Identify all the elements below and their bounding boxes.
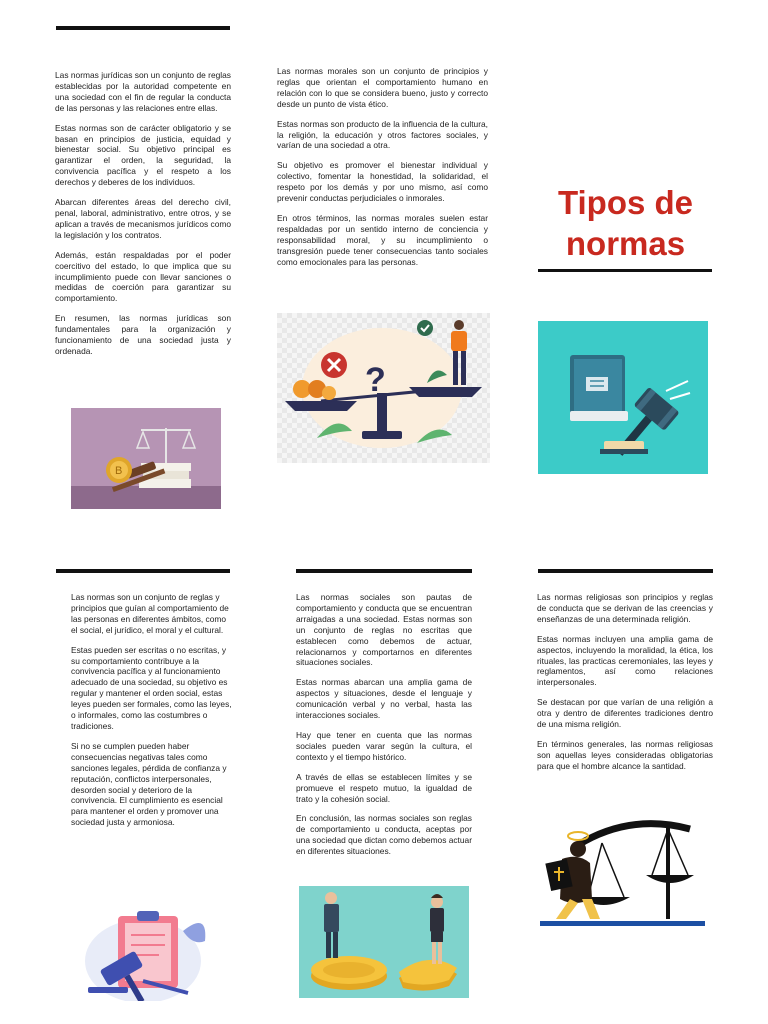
- paragraph: Las normas sociales son pautas de comportamiento y conducta que se encuentran arraigadas a una sociedad. Estas normas son un conjunto de reglas no escritas que establecen como debemos de actuar, relacionarnos y comportarnos en diferentes situaciones sociales.: [296, 592, 472, 668]
- divider-bottom-left: [56, 569, 230, 573]
- panel-morales: [277, 66, 488, 277]
- paragraph: En resumen, las normas jurídicas son fundamentales para la organización y funcionamiento de una sociedad justa y ordenada.: [55, 313, 231, 356]
- paragraph: Las normas morales son un conjunto de principios y reglas que orientan el comportamiento humano en relación con lo que se considera bueno, justo y correcto desde un punto de vista ético.: [277, 66, 488, 109]
- paragraph: Se destacan por que varían de una religión a otra y dentro de diferentes tradiciones dentro de una misma religión.: [537, 697, 713, 730]
- paragraph: Abarcan diferentes áreas del derecho civil, penal, laboral, administrativo, entre otros, y se aplican a través de mecanismos jurídicos como la legislación y los contratos.: [55, 197, 231, 240]
- law-book-gavel-illustration: [538, 321, 708, 474]
- paragraph: Hay que tener en cuenta que las normas sociales pueden varar según la cultura, el contexto y el tiempo histórico.: [296, 729, 472, 762]
- paragraph: En términos generales, las normas religiosas son aquellas leyes consideradas obligatorias para que el hombre alcance la santidad.: [537, 738, 713, 771]
- paragraph: En otros términos, las normas morales suelen estar respaldadas por un sentido interno de conciencia y responsabilidad moral, y su incumplimiento o transgresión puede tener consecuencias tanto sociales como emocionales para las personas.: [277, 212, 488, 267]
- clipboard-gavel-illustration: [83, 901, 213, 1001]
- paragraph: Las normas jurídicas son un conjunto de reglas establecidas por la autoridad competente en una sociedad con el fin de regular la conducta de las personas y las relaciones entre ellas.: [55, 70, 231, 113]
- paragraph: Estas normas abarcan una amplia gama de aspectos y situaciones, desde el lenguaje y comunicación verbal y no verbal, hasta las interacciones sociales.: [296, 677, 472, 721]
- panel-religiosas: [537, 592, 713, 781]
- paragraph: Estas normas son producto de la influencia de la cultura, la religión, la educación y otros factores sociales, y varían de una sociedad a otra.: [277, 118, 488, 151]
- divider-bottom-center: [296, 569, 472, 573]
- page-title: Tipos de normas: [557, 184, 694, 262]
- paragraph: Si no se cumplen pueden haber consecuencias negativas tales como sanciones legales, pérdida de confianza y reputación, conflictos interpersonales, desorden social y deterioro de la convivencia. El cumplimiento es esencial para mantener el orden y promover una sociedad justa y armoniosa.: [71, 740, 227, 828]
- paragraph: Las normas son un conjunto de reglas y principios que guían al comportamiento de las personas en diferentes ámbitos, como el social, el jurídico, el moral y el cultural.: [71, 592, 229, 635]
- moral-balance-illustration: [277, 313, 490, 463]
- paragraph: A través de ellas se establecen límites y se promueve el respeto mutuo, la igualdad de trato y la cohesión social.: [296, 771, 472, 804]
- svg-text:B: B: [115, 465, 123, 477]
- panel-generales: [71, 592, 233, 837]
- paragraph: Estas pueden ser escritas o no escritas, y su comportamiento contribuye a la convivencia pacífica y al funcionamiento adecuado de una sociedad, su objetivo es regular y mantener el orden social, estas leyes pueden ser formales, como las leyes, o informales, como las costumbres o tradiciones.: [71, 644, 232, 731]
- svg-text:?: ?: [365, 361, 386, 399]
- paragraph: Además, están respaldadas por el poder coercitivo del estado, lo que implica que su incumplimiento puede con llevar sanciones o medidas de coerción para garantizar su comportamiento.: [55, 249, 231, 304]
- business-people-coins-illustration: [299, 886, 469, 998]
- paragraph: Estas normas son de carácter obligatorio y se basan en principios de justicia, equidad y bienestar social. Su objetivo principal es garantizar el orden, la seguridad, la convivencia pacífica y el respeto a los derechos y deberes de los individuos.: [55, 122, 231, 188]
- paragraph: Estas normas incluyen una amplia gama de aspectos, incluyendo la moralidad, la ética, los rituales, las practicas ceremoniales, las leyes y reglamentos, así como relaciones interpersonales.: [537, 633, 713, 688]
- divider-title: [538, 269, 712, 272]
- religious-balance-illustration: [540, 815, 705, 930]
- paragraph: Las normas religiosas son principios y reglas de conducta que se derivan de las creencias y enseñanzas de una determinada religión.: [537, 592, 713, 624]
- divider-bottom-right: [538, 569, 713, 573]
- divider-top-left: [56, 26, 230, 30]
- panel-sociales: [296, 592, 472, 866]
- panel-juridicas: [55, 70, 231, 366]
- paragraph: Su objetivo es promover el bienestar individual y colectivo, fomentar la honestidad, la solidaridad, el respeto por los demás y por uno mismo, así como prevenir conductas perjudiciales o inmorales.: [277, 160, 488, 204]
- gavel-coin-illustration: [71, 408, 221, 509]
- paragraph: En conclusión, las normas sociales son reglas de comportamiento u conducta, aceptas por una sociedad que dictan como debemos actuar en diferentes situaciones.: [296, 813, 472, 857]
